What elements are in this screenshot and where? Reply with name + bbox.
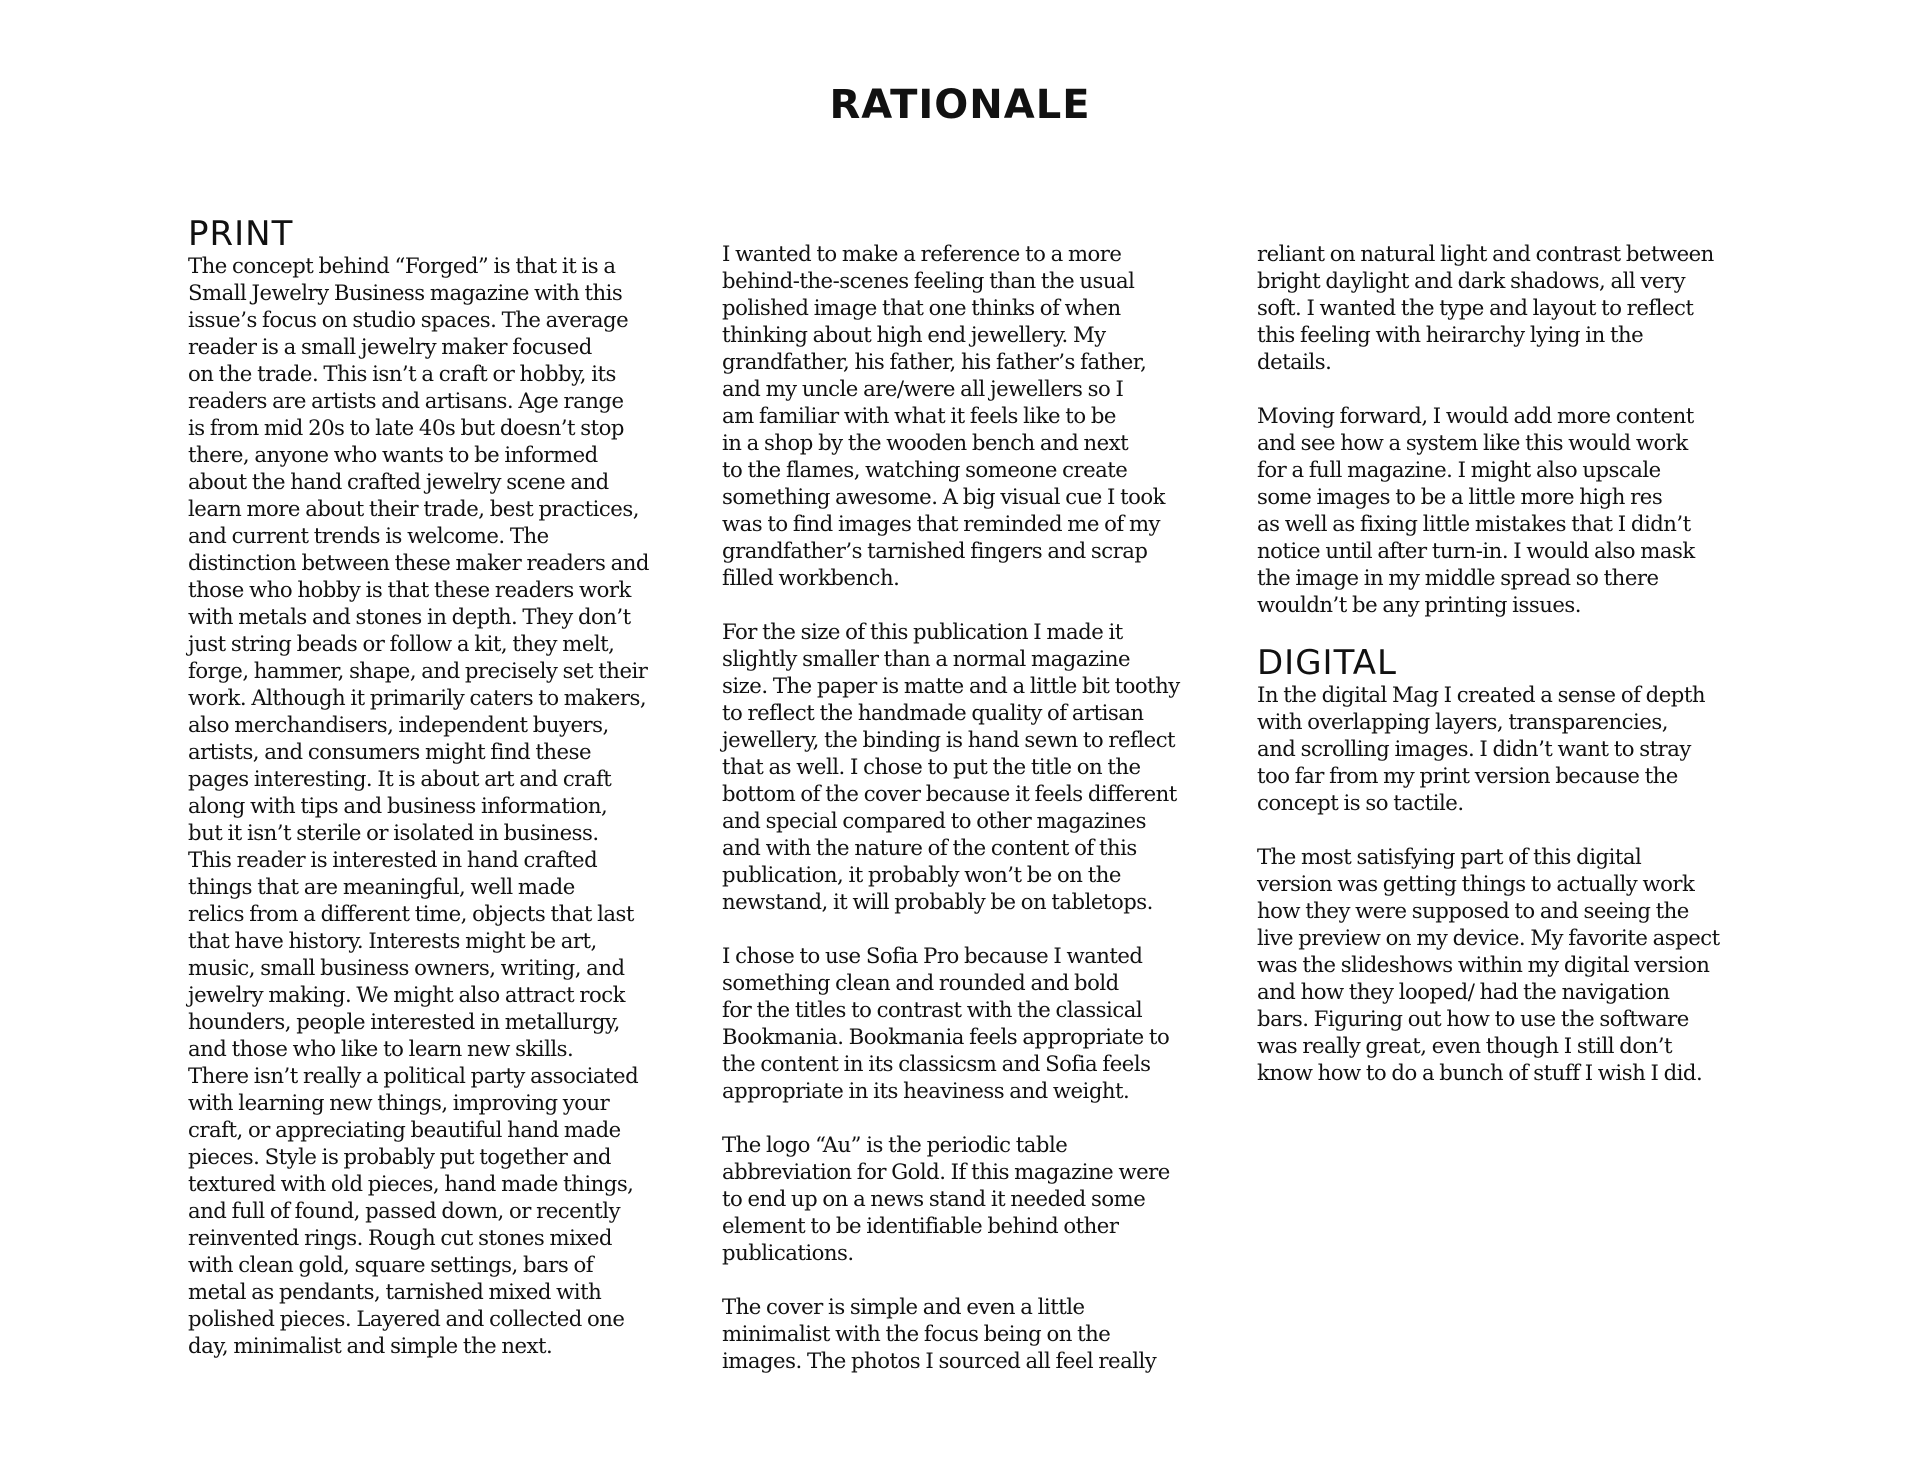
column-right <box>1257 240 1767 1086</box>
column-middle <box>722 240 1232 1374</box>
paragraph: In the digital Mag I created a sense of depth with overlapping layers, transparencies, and scrolling images. I didn’t want to stray too far from my print version because the concept is so tactile. <box>1257 682 1705 815</box>
paragraph: The cover is simple and even a little minimalist with the focus being on the images. The photos I sourced all feel really <box>722 1294 1157 1373</box>
section-spacer <box>1257 618 1767 645</box>
paragraph: I wanted to make a reference to a more behind-the-scenes feeling than the usual polished image that one thinks of when thinking about high end jewellery. My grandfather, his father, his father’s father, and my uncle are/were all jewellers so I am familiar with what it feels like to be in a shop by the wooden bench and next to the flames, watching someone create something awesome. A big visual cue I took was to find images that reminded me of my grandfather’s tarnished fingers and scrap filled workbench. <box>722 241 1166 590</box>
paragraph: For the size of this publication I made it slightly smaller than a normal magazine size. The paper is matte and a little bit toothy to reflect the handmade quality of artisan jewellery, the binding is hand sewn to reflect that as well. I chose to put the title on the bottom of the cover because it feels different and special compared to other magazines and with the nature of the content of this publication, it probably won’t be on the newstand, it will probably be on tabletops. <box>722 619 1180 914</box>
paragraph: I chose to use Sofia Pro because I wanted something clean and rounded and bold for the titles to contrast with the classical Bookmania. Bookmania feels appropriate to the content in its classicsm and Sofia feels appropriate in its heaviness and weight. <box>722 943 1170 1103</box>
paragraph: The most satisfying part of this digital version was getting things to actually work how they were supposed to and seeing the live preview on my device. My favorite aspect was the slideshows within my digital version and how they looped/ had the navigation bars. Figuring out how to use the software was really great, even though I still don’t know how to do a bunch of stuff I wish I did. <box>1257 844 1720 1085</box>
column-left <box>188 216 698 1359</box>
page-title: RATIONALE <box>829 82 1091 128</box>
paragraph: reliant on natural light and contrast between bright daylight and dark shadows, all very soft. I wanted the type and layout to reflect this feeling with heirarchy lying in the details. <box>1257 241 1714 374</box>
section-heading-digital: DIGITAL <box>1257 643 1397 683</box>
paragraph: Moving forward, I would add more content and see how a system like this would work for a full magazine. I might also upscale some images to be a little more high res as well as fixing little mistakes that I didn’t notice until after turn-in. I would also mask the image in my middle spread so there wouldn’t be any printing issues. <box>1257 403 1695 617</box>
section-heading-print: PRINT <box>188 214 294 254</box>
paragraph: The logo “Au” is the periodic table abbreviation for Gold. If this magazine were to end up on a news stand it needed some element to be identifiable behind other publications. <box>722 1132 1170 1265</box>
paragraph: The concept behind “Forged” is that it is a Small Jewelry Business magazine with this issue’s focus on studio spaces. The average reader is a small jewelry maker focused on the trade. This isn’t a craft or hobby, its readers are artists and artisans. Age range is from mid 20s to late 40s but doesn’t stop there, anyone who wants to be informed about the hand crafted jewelry scene and learn more about their trade, best practices, and current trends is welcome. The distinction between these maker readers and those who hobby is that these readers work with metals and stones in depth. They don’t just string beads or follow a kit, they melt, forge, hammer, shape, and precisely set their work. Although it primarily caters to makers, also merchandisers, independent buyers, artists, and consumers might find these pages interesting. It is about art and craft along with tips and business information, but it isn’t sterile or isolated in business. This reader is interested in hand crafted things that are meaningful, well made relics from a different time, objects that last that have history. Interests might be art, music, small business owners, writing, and jewelry making. We might also attract rock hounders, people interested in metallurgy, and those who like to learn new skills. There isn’t really a political party associated with learning new things, improving your craft, or appreciating beautiful hand made pieces. Style is probably put together and textured with old pieces, hand made things, and full of found, passed down, or recently reinvented rings. Rough cut stones mixed with clean gold, square settings, bars of metal as pendants, tarnished mixed with polished pieces. Layered and collected one day, minimalist and simple the next. <box>188 253 649 1358</box>
